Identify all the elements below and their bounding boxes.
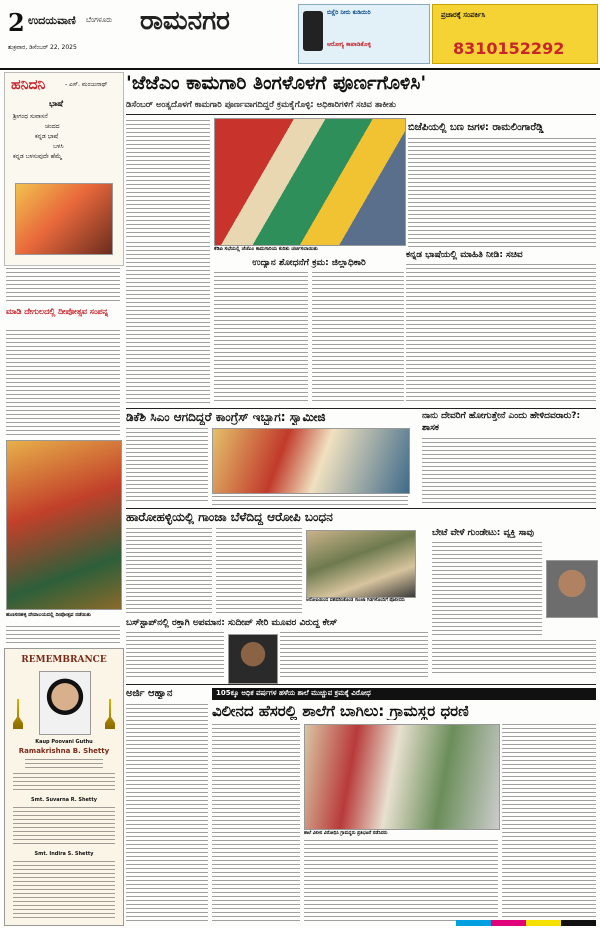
temple-story-text	[6, 330, 120, 438]
remembrance-title: REMEMBRANCE	[21, 655, 107, 665]
remembrance-name-prefix: Kaup Poovani Guthu	[35, 739, 93, 745]
remembrance-family-3	[13, 861, 115, 919]
ganja-caption: ಆರೋಪಿಯಿಂದ ವಶಪಡಿಸಿಕೊಂಡ ಗಾಂಜಾ ಗಿಡಗಳೊಂದಿಗೆ ಪೊಲೀಸರು	[306, 598, 405, 603]
poem-line-2: ಚಂದದ	[45, 123, 60, 130]
main-subhead-box: ಉದ್ಯಾನ ಶೋಧನೆಗೆ ಕ್ರಮ: ಜಿಲ್ಲಾಧಿಕಾರಿ	[252, 258, 366, 268]
poem-line-3: ಕನ್ನಡ ಭಾಷೆ	[35, 133, 59, 140]
right-top-headline: ಬಿಜೆಪಿಯಲ್ಲಿ ಬಣ ಜಗಳ: ರಾಮಲಿಂಗಾರೆಡ್ಡಿ	[408, 122, 544, 133]
remembrance-dates	[25, 759, 103, 769]
right-story2-text	[406, 264, 596, 404]
main-story-text-col1	[126, 120, 210, 238]
temple-caption: ಹುಣಸನಹಳ್ಳಿ ದೇವಾಲಯದಲ್ಲಿ ದೀಪೋತ್ಸವ ನಡೆಯಿತು	[6, 612, 92, 618]
main-headline: 'ಜೆಜೆಎಂ ಕಾಮಗಾರಿ ತಿಂಗಳೊಳಗೆ ಪೂರ್ಣಗೊಳಿಸಿ'	[126, 72, 427, 94]
dk-text-col1	[126, 428, 208, 502]
masthead	[0, 0, 600, 70]
school-strap-text: 105ಕ್ಕೂ ಅಧಿಕ ವರ್ಷಗಳ ಹಳೆಯ ಶಾಲೆ ಮುಚ್ಚುವ ಕ್ರಮಕ್ಕೆ ವಿರೋಧ	[216, 689, 371, 697]
dk-headline: ಡಿಕೆಶಿ ಸಿಎಂ ಆಗದಿದ್ದರೆ ಕಾಂಗ್ರೆಸ್ ಇಬ್ಭಾಗ: ಸ್ವಾಮೀಜಿ	[126, 410, 326, 424]
hunting-victim-photo	[546, 560, 598, 618]
lamp-left-icon	[13, 699, 23, 729]
poem-title: ಭಾಷೆ	[49, 99, 64, 108]
remembrance-name: Ramakrishna B. Shetty	[18, 747, 110, 755]
feature-author: - ಎಸ್. ಮಂಜುನಾಥ್	[65, 81, 108, 88]
remembrance-family-2	[13, 807, 115, 847]
page-number: 2	[8, 8, 25, 37]
bus-text-col1	[126, 632, 224, 680]
main-story-text-col3	[312, 272, 404, 404]
school-photo	[304, 724, 500, 830]
remembrance-ad	[4, 648, 124, 926]
invite-text	[126, 704, 208, 922]
main-story-text-col1b	[126, 242, 210, 404]
ad-center-top: ಬಿಸ್ಲೆರಿ ನೀರು ಕುಡಿಯಿರಿ	[327, 9, 371, 16]
school-headline: ವಿಲೀನದ ಹೆಸರಲ್ಲಿ ಶಾಲೆಗೆ ಬಾಗಿಲು: ಗ್ರಾಮಸ್ಥರ ಧರಣಿ	[212, 702, 469, 720]
ganja-photo	[306, 530, 416, 598]
remembrance-wife: Smt. Suvarna R. Shetty	[31, 797, 97, 803]
ad-right-text: ಪ್ರಚಾರಕ್ಕೆ ಸಂಪರ್ಕಿಸಿ	[441, 11, 486, 19]
main-story-text-col2	[214, 272, 308, 404]
rule-2	[126, 508, 596, 509]
right-story2-headline: ಕನ್ನಡ ಭಾಷೆಯಲ್ಲಿ ಮಾಹಿತಿ ನೀಡಿ: ಸಚಿವ	[406, 250, 523, 260]
temple-photo	[6, 440, 122, 610]
remembrance-portrait	[39, 671, 91, 735]
paper-name: ಉದಯವಾಣಿ	[28, 14, 76, 27]
invite-headline: ಅರ್ಜಿ ಆಹ್ವಾನ	[126, 688, 173, 699]
temple-caption-lines	[6, 626, 120, 644]
section-title: ರಾಮನಗರ	[140, 6, 230, 36]
ganja-headline: ಹಾರೋಹಳ್ಳಿಯಲ್ಲಿ ಗಾಂಜಾ ಬೆಳೆದಿದ್ದ ಆರೋಪಿ ಬಂಧನ	[126, 510, 333, 524]
bus-photo	[228, 634, 278, 684]
bus-text-col2	[280, 632, 428, 680]
dk-photo	[212, 428, 410, 494]
rule-1	[126, 408, 596, 409]
date-line: ಶುಕ್ರವಾರ, ಡಿಸೆಂಬರ್ 22, 2025	[8, 44, 77, 51]
lamp-right-icon	[105, 699, 115, 729]
rule-3	[126, 684, 596, 685]
right-top-text	[408, 138, 596, 248]
ganja-text-col1	[126, 528, 212, 614]
poem-line-1: ಶ್ರೀಗಂಧ ಸುವಾಸನೆ	[13, 113, 48, 120]
remembrance-family-1	[13, 773, 115, 793]
mla-text	[422, 438, 596, 506]
feature-title: ಹನಿದನಿ	[11, 77, 46, 93]
school-caption: ಶಾಲೆ ವಿಲೀನ ವಿರೋಧಿಸಿ ಗ್ರಾಮಸ್ಥರು ಪ್ರತಿಭಟನೆ ನಡೆಸಿದರು	[304, 831, 388, 836]
main-subheadline: ಡಿಸೆಂಬರ್ ಅಂತ್ಯದೊಳಗೆ ಕಾಮಗಾರಿ ಪೂರ್ಣವಾಗದಿದ್ದರೆ ಕ್ರಮಕೈಗೊಳ್ಳಿ: ಅಧಿಕಾರಿಗಳಿಗೆ ಸಚಿವ ತಾಕೀತು	[126, 100, 396, 110]
main-rule	[126, 114, 596, 115]
deity-caption-text	[6, 268, 120, 304]
deity-photo	[15, 183, 113, 255]
ad-center	[298, 4, 430, 64]
school-strap	[212, 688, 596, 700]
poem-line-4: ಬಳಸಿ	[53, 143, 64, 150]
ad-phone-number: 8310152292	[453, 39, 565, 58]
school-text-col3	[502, 724, 596, 922]
bus-headline: ಬಸ್‌ಸ್ಟಾಪ್‌ನಲ್ಲಿ ರಕ್ತಾಗಿ ಅಪಮಾನ: ಸುದೀಪ್ ಸೇರಿ ಮೂವರ ವಿರುದ್ಧ ಕೇಸ್	[126, 618, 338, 628]
hunting-text	[432, 542, 542, 638]
registration-marks	[456, 920, 596, 926]
poem-line-5: ಕನ್ನಡ ಬಳಸುವುದೇ ಹೆಮ್ಮೆ	[13, 153, 62, 160]
ad-phone-graphic	[303, 11, 323, 51]
remembrance-children: Smt. Indira S. Shetty	[34, 851, 94, 857]
ad-right	[432, 4, 598, 64]
hunting-text-2	[432, 640, 596, 676]
school-text-col1	[212, 724, 300, 922]
temple-headline: ಮಾಡಿ ದೇಗುಲದಲ್ಲಿ ದೀಪೋತ್ಸವ ಸಂಪನ್ನ	[6, 307, 109, 316]
dk-text-col2	[212, 496, 408, 506]
hunting-headline: ಬೇಟೆ ವೇಳೆ ಗುಂಡೇಟು: ವ್ಯಕ್ತಿ ಸಾವು	[432, 528, 534, 538]
ganja-text-col2	[216, 528, 302, 614]
school-text-col2	[304, 840, 498, 922]
city-label: ಬೆಂಗಳೂರು	[86, 16, 113, 24]
ad-center-bottom: ಆರೋಗ್ಯ ಕಾಪಾಡಿಕೊಳ್ಳಿ	[327, 41, 372, 48]
main-photo-caption: ಕೆಡಿಪಿ ಸಭೆಯಲ್ಲಿ ಜೆಜೆಎಂ ಕಾಮಗಾರಿಯ ಕುರಿತು ಚರ್ಚಿಸಲಾಯಿತು	[214, 246, 318, 252]
mla-headline: ನಾನು ದೇವರಿಗೆ ಹೋಗುತ್ತೇನೆ ಎಂದು ಹೇಳಿದವರಾರು?: ಶಾಸಕ	[422, 411, 581, 433]
hanidani-box	[4, 72, 124, 266]
